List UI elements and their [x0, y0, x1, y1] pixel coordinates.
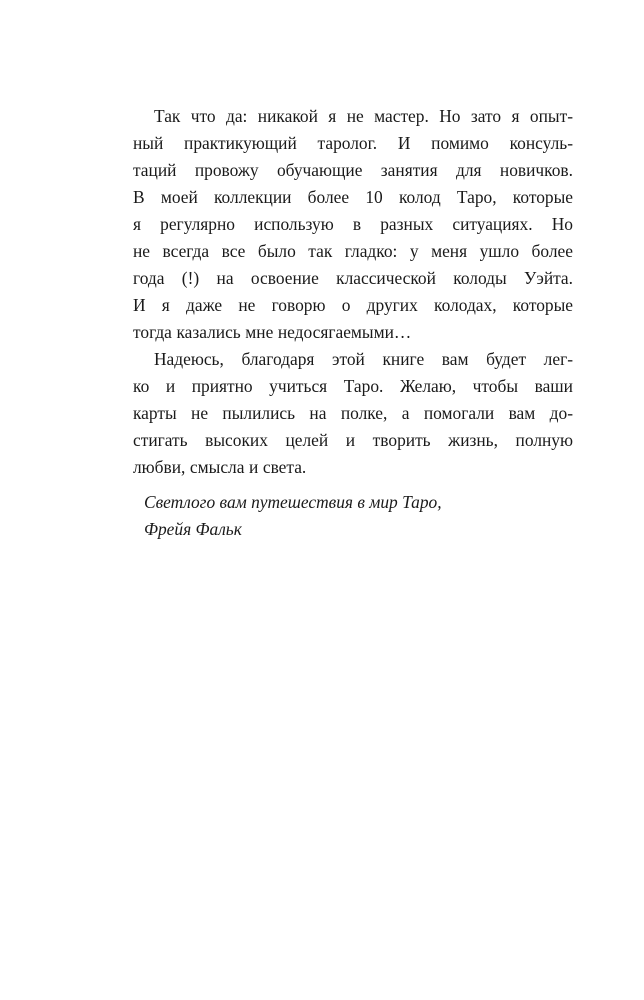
text-line: таций провожу обучающие занятия для новичков.: [133, 160, 573, 180]
text-line: любви, смысла и света.: [133, 457, 307, 477]
signature-block: [144, 489, 574, 543]
text-line: Надеюсь, благодаря этой книге вам будет лег-: [154, 349, 573, 369]
text-line: В моей коллекции более 10 колод Таро, которые: [133, 187, 573, 207]
text-line: я регулярно использую в разных ситуациях. Но: [133, 214, 573, 234]
text-line: тогда казались мне недосягаемыми…: [133, 322, 412, 342]
text-line: Так что да: никакой я не мастер. Но зато я опыт-: [154, 106, 573, 126]
signature-closing-line: Светлого вам путешествия в мир Таро,: [144, 492, 442, 512]
text-line: года (!) на освоение классической колоды Уэйта.: [133, 268, 573, 288]
body-text: [133, 103, 573, 481]
text-line: не всегда все было так гладко: у меня ушло более: [133, 241, 573, 261]
signature-author-name: Фрейя Фальк: [144, 519, 242, 539]
text-line: ко и приятно учиться Таро. Желаю, чтобы ваши: [133, 376, 573, 396]
paragraph-1: [133, 103, 573, 346]
text-line: карты не пылились на полке, а помогали вам до-: [133, 403, 573, 423]
text-line: И я даже не говорю о других колодах, которые: [133, 295, 573, 315]
text-line: ный практикующий таролог. И помимо консуль-: [133, 133, 573, 153]
text-line: стигать высоких целей и творить жизнь, полную: [133, 430, 573, 450]
paragraph-2: [133, 346, 573, 481]
